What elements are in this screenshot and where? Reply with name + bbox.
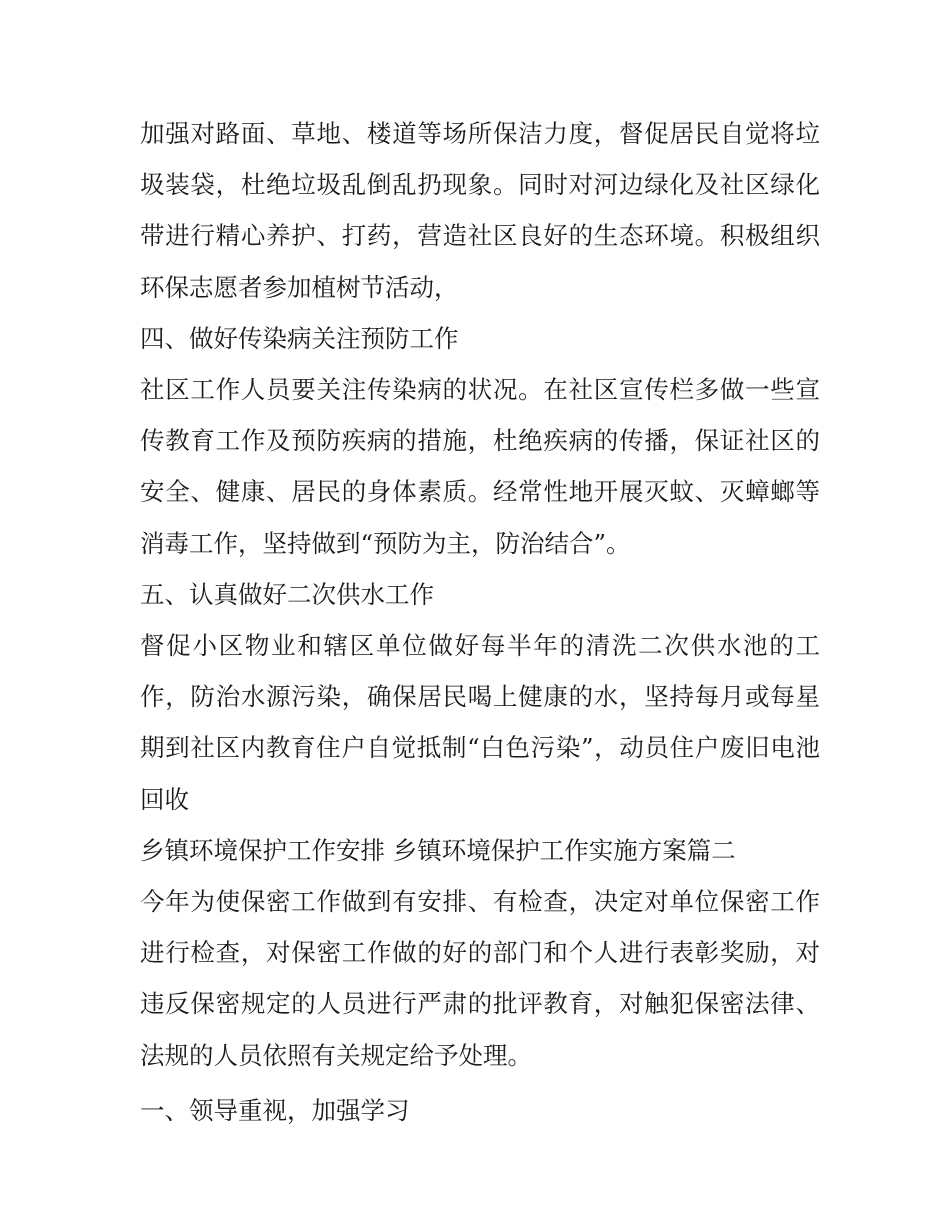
paragraph-disease-prevention: 社区工作人员要关注传染病的状况。在社区宣传栏多做一些宣传教育工作及预防疾病的措施，杜绝疾病的传播，保证社区的安全、健康、居民的身体素质。经常性地开展灭蚊、灭蟑螂等消毒工作，坚持做到“预防为主，防治结合”。 [140,375,820,558]
heading-section-one: 一、领导重视，加强学习 [140,1095,410,1125]
paragraph-sanitation: 加强对路面、草地、楼道等场所保洁力度，督促居民自觉将垃圾装袋，杜绝垃圾乱倒乱扔现象。同时对河边绿化及社区绿化带进行精心养护、打药，营造社区良好的生态环境。积极组织环保志愿者参加植树节活动， [140,119,820,302]
paragraph-water-supply: 督促小区物业和辖区单位做好每半年的清洗二次供水池的工作，防治水源污染，确保居民喝上健康的水，坚持每月或每星期到社区内教育住户自觉抵制“白色污染”，动员住户废旧电池回收 [140,631,820,814]
heading-section-four: 四、做好传染病关注预防工作 [140,323,459,353]
heading-section-five: 五、认真做好二次供水工作 [140,579,434,609]
document-body [140,108,820,1136]
paragraph-confidentiality: 今年为使保密工作做到有安排、有检查，决定对单位保密工作进行检查，对保密工作做的好的部门和个人进行表彰奖励，对违反保密规定的人员进行严肃的批评教育，对触犯保密法律、法规的人员依照有关规定给予处理。 [140,887,820,1070]
heading-part-two: 乡镇环境保护工作安排 乡镇环境保护工作实施方案篇二 [140,835,736,865]
